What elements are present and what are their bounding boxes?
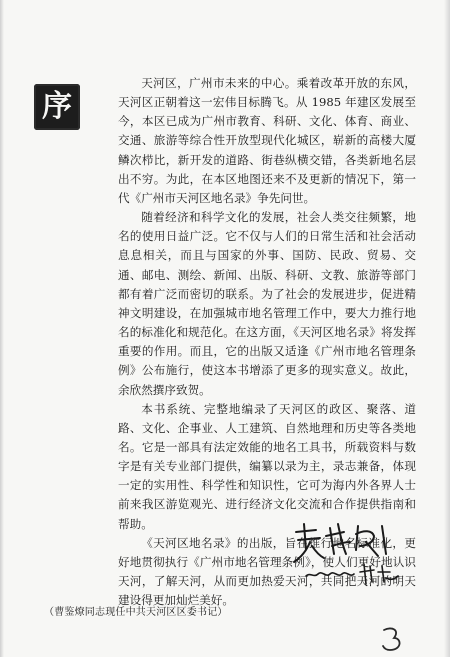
paragraph-2: 随着经济和科学文化的发展，社会人类交往频繁，地名的使用日益广泛。它不仅与人们的日常生活和社会活动息息相关，而且与国家的外事、国防、民政、贸易、交通、邮电、测绘、新闻、出版、科研、文教、旅游等部门都有着广泛而密切的联系。为了社会的发展进步，促进精神文明建设，在加强城市地名管理工作中，要大力推行地名的标准化和规范化。在这方面，《天河区地名录》将发挥重要的作用。而且，它的出版又适逢《广州市地名管理条例》公布施行，使这本书增添了更多的现实意义。故此，余欣然撰序致贺。 xyxy=(118,210,416,397)
paragraph-1: 天河区，广州市未来的中心。乘着改革开放的东风，天河区正朝着这一宏伟目标腾飞。从 1985 年建区发展至今，本区已成为广州市教育、科研、文化、体育、商业、交通、旅游等综合性开放型现代化城区，崭新的高楼大厦鳞次栉比，新开发的道路、街巷纵横交错，各类新地名层出不穷。为此，在本区地图还来不及更新的情况下，第一代《广州市天河区地名录》争先问世。 xyxy=(118,76,416,205)
handwritten-page-mark xyxy=(378,624,406,654)
scan-shadow-left xyxy=(0,0,4,657)
author-footnote: （曹鉴燎同志现任中共天河区区委书记） xyxy=(44,607,228,618)
paragraph-3: 本书系统、完整地编录了天河区的政区、聚落、道路、文化、企事业、人工建筑、自然地理和历史等各类地名。它是一部具有法定效能的地名工具书，所载资料与数字是有关专业部门提供，编纂以录为主，录志兼备，体现一定的实用性、科学性和知识性，它可为海内外各界人士前来我区游览观光、进行经济文化交流和合作提供指南和帮助。 xyxy=(118,401,416,531)
preface-heading-box xyxy=(34,84,80,130)
preface-heading: 序 xyxy=(42,89,72,124)
scan-shadow-right xyxy=(444,0,450,657)
paragraph-4: 《天河区地名录》的出版，旨在推行地名标准化，更好地贯彻执行《广州市地名管理条例》，使人们更好地认识天河，了解天河，从而更加热爱天河，共同把天河的明天建设得更加灿烂美好。 xyxy=(118,535,416,608)
handwritten-signature xyxy=(286,520,406,590)
